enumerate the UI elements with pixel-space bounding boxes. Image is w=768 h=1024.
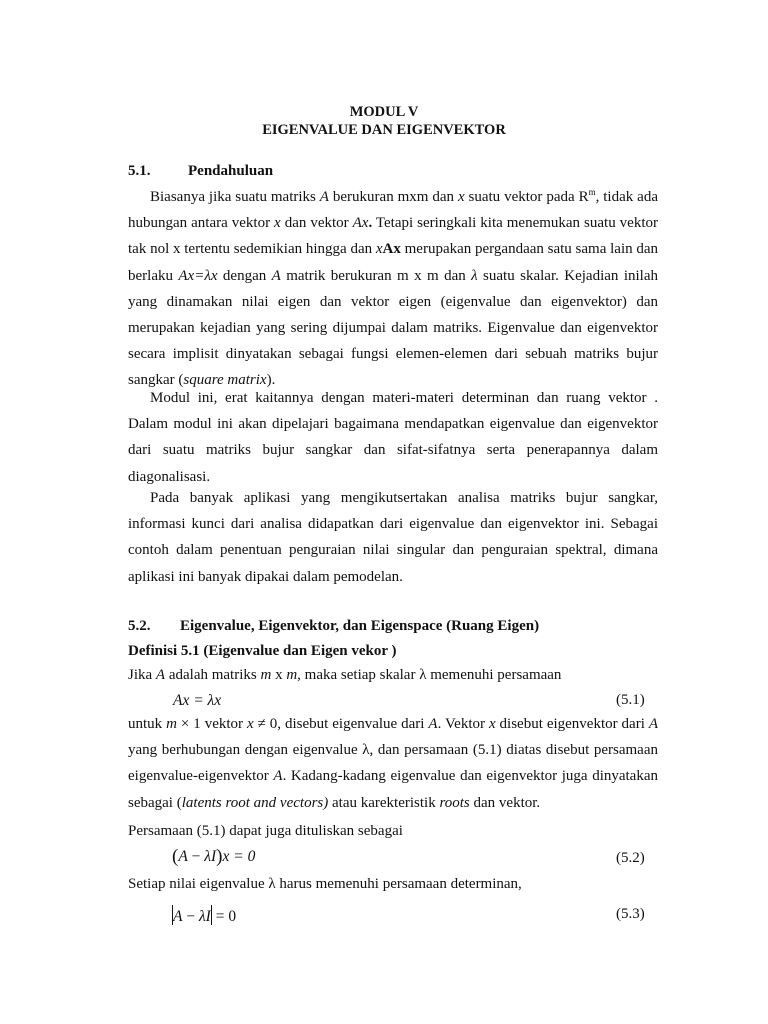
section-number: 5.2. [128, 618, 151, 634]
equation-number-5-2: (5.2) [616, 850, 645, 866]
equation-5-1: Ax = λx [173, 692, 222, 709]
section-heading-5-2 [128, 618, 539, 635]
module-subtitle: EIGENVALUE DAN EIGENVEKTOR [262, 122, 506, 138]
paragraph-scope-text: Modul ini, erat kaitannya dengan materi-materi determinan dan ruang vektor . Dalam modul ini akan dipelajari bagaimana mendapatkan eigenvalue dan eigenvektor dari suatu matriks bujur sangkar dan sifat-sifatnya serta penerapannya dalam diagonalisasi. [128, 390, 658, 485]
definition-statement: Jika A adalah matriks m x m, maka setiap skalar λ memenuhi persamaan [128, 667, 562, 683]
module-title: MODUL V [349, 104, 419, 120]
section-number: 5.1. [128, 163, 151, 179]
section-title: Pendahuluan [188, 163, 274, 179]
paragraph-intro: Biasanya jika suatu matriks A berukuran mxm dan x suatu vektor pada $R^m$, tidak ada hubungan antara vektor x dan vektor Ax. Tetapi seringkali kita menemukan suatu vektor tak nol x tertentu sedemikian hingga dan xAx merupakan pergandaan satu sama lain dan berlaku Ax=λx dengan A matrik berukuran m x m dan λ suatu skalar. Kejadian inilah yang dinamakan nilai eigen dan vektor eigen (eigenvalue dan eigenvektor) dan merupakan kejadian yang sering dijumpai dalam matriks. Eigenvalue dan eigenvektor secara implisit dinyatakan sebagai fungsi elemen-elemen dari sebuah matriks bujur sangkar (square matrix). [128, 187, 659, 389]
paragraph-scope [128, 385, 658, 490]
paragraph-applications-text: Pada banyak aplikasi yang mengikutsertakan analisa matriks bujur sangkar, informasi kunci dari analisa didapatkan dari eigenvalue dan eigenvektor ini. Sebagai contoh dalam penentuan penguraian nilai singular dan penguraian spektral, dimana aplikasi ini banyak dipakai dalam pemodelan. [128, 490, 658, 585]
equation-number-5-3: (5.3) [616, 906, 645, 922]
definition-title: Definisi 5.1 (Eigenvalue dan Eigen vekor ) [128, 643, 397, 659]
section-title: Eigenvalue, Eigenvektor, dan Eigenspace (Ruang Eigen) [180, 618, 540, 634]
section-heading-5-1 [128, 163, 273, 180]
equation-5-2: (A − λI)x = 0 [172, 846, 256, 867]
equation-5-2-intro: Persamaan (5.1) dapat juga dituliskan sebagai [128, 823, 403, 839]
equation-5-3: A − λI = 0 [172, 905, 236, 926]
equation-5-3-intro: Setiap nilai eigenvalue λ harus memenuhi persamaan determinan, [128, 876, 522, 892]
paragraph-definition-explanation: untuk m × 1 vektor x ≠ 0, disebut eigenvalue dari A. Vektor x disebut eigenvektor dari A yang berhubungan dengan eigenvalue λ, dan persamaan (5.1) diatas disebut persamaan eigenvalue-eigenvektor A. Kadang-kadang eigenvalue dan eigenvektor juga dinyatakan sebagai (latents root and vectors) atau karekteristik roots dan vektor. [128, 716, 659, 811]
equation-number-5-1: (5.1) [616, 692, 645, 708]
paragraph-applications [128, 485, 658, 590]
